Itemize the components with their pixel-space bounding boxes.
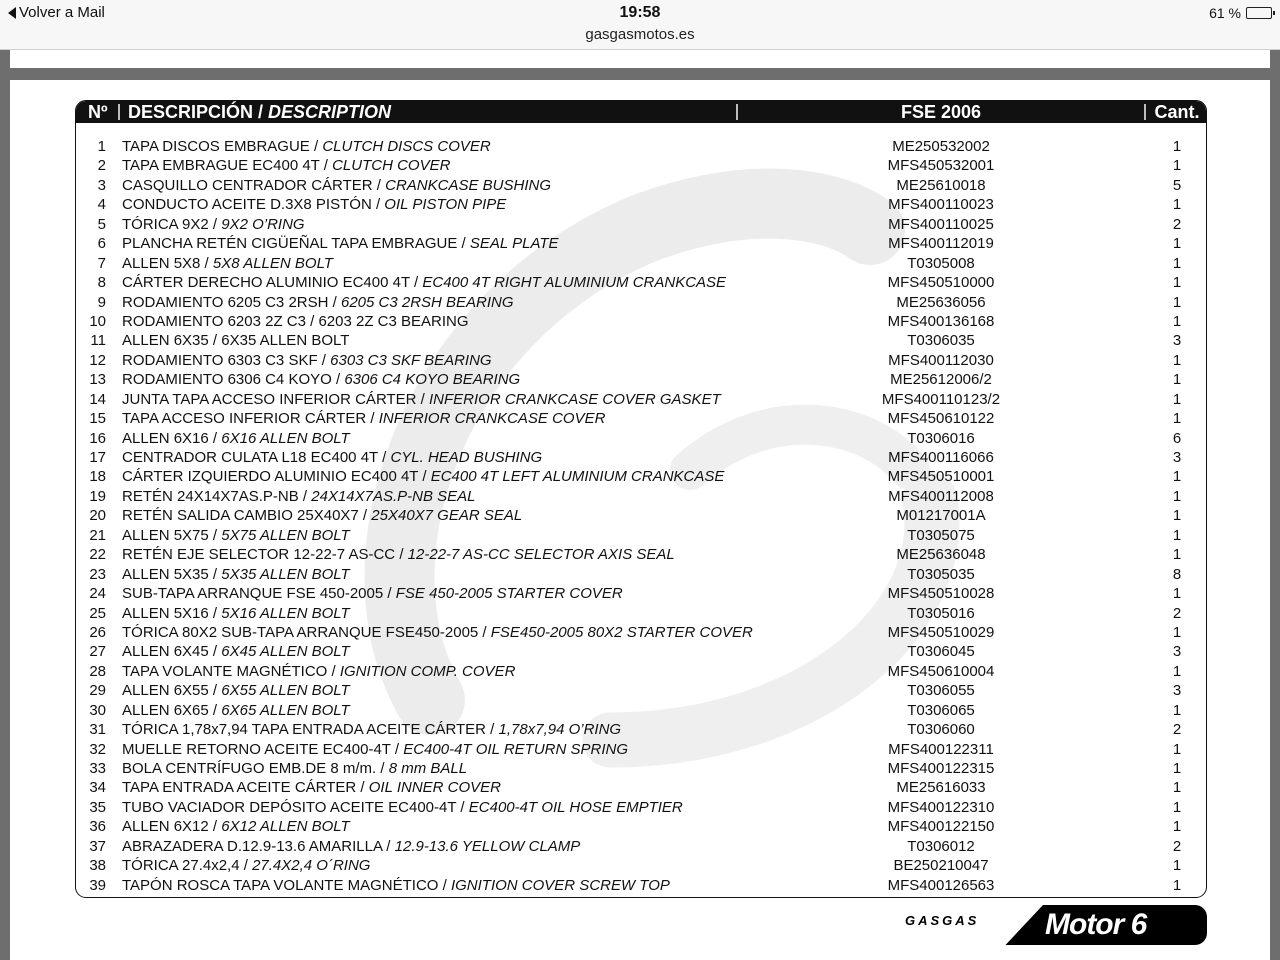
row-desc-es: JUNTA TAPA ACCESO INFERIOR CÁRTER bbox=[122, 390, 417, 408]
row-description: TAPA DISCOS EMBRAGUE / CLUTCH DISCS COVER bbox=[122, 138, 491, 155]
row-desc-en: 1,78x7,94 O’RING bbox=[498, 721, 622, 739]
row-quantity: 1 bbox=[1172, 526, 1182, 544]
row-part-code: T0306060 bbox=[907, 721, 975, 739]
row-number: 25 bbox=[89, 604, 106, 622]
row-number: 32 bbox=[89, 740, 106, 758]
table-row bbox=[76, 604, 1206, 623]
row-part-code: MFS400122310 bbox=[887, 798, 995, 816]
row-number: 21 bbox=[89, 526, 106, 544]
table-row bbox=[76, 312, 1206, 331]
row-quantity: 3 bbox=[1172, 682, 1182, 700]
status-bar bbox=[0, 0, 1280, 50]
table-row bbox=[76, 701, 1206, 720]
row-number: 26 bbox=[89, 623, 106, 641]
row-desc-en: EC400-4T OIL HOSE EMPTIER bbox=[468, 798, 683, 816]
row-desc-en: EC400 4T RIGHT ALUMINIUM CRANKCASE bbox=[422, 274, 727, 292]
gasgas-motor6-logo bbox=[893, 905, 1207, 945]
battery-indicator bbox=[1209, 5, 1272, 21]
header-desc-sep: / bbox=[253, 102, 269, 122]
row-desc-es: CENTRADOR CULATA L18 EC400 4T bbox=[122, 449, 378, 466]
row-number: 14 bbox=[89, 390, 106, 408]
row-desc-en: 24X14X7AS.P-NB SEAL bbox=[311, 487, 476, 505]
row-quantity: 1 bbox=[1172, 798, 1182, 816]
logo-product: Motor 6 bbox=[1045, 908, 1147, 941]
table-row bbox=[76, 778, 1206, 797]
row-description: TAPA EMBRAGUE EC400 4T / CLUTCH COVER bbox=[122, 157, 451, 175]
battery-icon bbox=[1246, 7, 1272, 19]
row-description: PLANCHA RETÉN CIGÜEÑAL TAPA EMBRAGUE / SEAL PLATE bbox=[122, 235, 559, 253]
row-desc-en: 6X35 ALLEN BOLT bbox=[221, 332, 350, 350]
row-number: 7 bbox=[97, 254, 106, 272]
table-row bbox=[76, 215, 1206, 234]
table-row bbox=[76, 467, 1206, 486]
previous-page-edge bbox=[10, 50, 1270, 68]
row-part-code: MFS400122315 bbox=[887, 760, 995, 777]
header-desc-es: DESCRIPCIÓN bbox=[128, 102, 254, 122]
row-part-code: MFS400110025 bbox=[888, 215, 994, 233]
row-quantity: 1 bbox=[1172, 293, 1182, 311]
row-quantity: 1 bbox=[1172, 312, 1182, 330]
row-desc-es: SUB-TAPA ARRANQUE FSE 450-2005 bbox=[122, 585, 384, 603]
row-description: CASQUILLO CENTRADOR CÁRTER / CRANKCASE BUSHING bbox=[122, 176, 551, 194]
row-desc-es: ALLEN 6X12 bbox=[122, 818, 209, 836]
table-row bbox=[76, 390, 1206, 409]
row-desc-es: RODAMIENTO 6205 C3 2RSH bbox=[122, 293, 329, 311]
table-row bbox=[76, 837, 1206, 856]
row-description: TAPÓN ROSCA TAPA VOLANTE MAGNÉTICO / IGNITION COVER SCREW TOP bbox=[122, 876, 670, 894]
row-desc-es: ALLEN 6X45 bbox=[122, 643, 209, 661]
row-desc-es: TAPA ACCESO INFERIOR CÁRTER bbox=[122, 410, 367, 428]
header-qty: Cant. bbox=[1154, 102, 1200, 122]
row-desc-en: 9X2 O’RING bbox=[221, 215, 305, 233]
row-number: 19 bbox=[89, 487, 106, 505]
row-quantity: 1 bbox=[1172, 546, 1182, 564]
row-quantity: 1 bbox=[1172, 138, 1182, 155]
row-number: 6 bbox=[97, 235, 106, 253]
row-quantity: 2 bbox=[1172, 604, 1182, 622]
table-row bbox=[76, 293, 1206, 312]
table-row bbox=[76, 429, 1206, 448]
row-desc-en: INFERIOR CRANKCASE COVER GASKET bbox=[429, 390, 721, 408]
row-desc-en: EC400 4T LEFT ALUMINIUM CRANKCASE bbox=[430, 468, 725, 486]
row-quantity: 1 bbox=[1172, 487, 1182, 505]
row-part-code: MFS450510029 bbox=[887, 623, 995, 641]
row-description: ALLEN 6X16 / 6X16 ALLEN BOLT bbox=[122, 429, 350, 447]
row-desc-en: CLUTCH DISCS COVER bbox=[322, 138, 491, 155]
row-description: ALLEN 6X65 / 6X65 ALLEN BOLT bbox=[122, 701, 350, 719]
row-quantity: 1 bbox=[1172, 740, 1182, 758]
row-part-code: MFS400126563 bbox=[887, 876, 995, 894]
row-desc-es: BOLA CENTRÍFUGO EMB.DE 8 m/m. bbox=[122, 760, 377, 777]
row-quantity: 1 bbox=[1172, 623, 1182, 641]
back-label: Volver a Mail bbox=[19, 4, 105, 21]
table-row bbox=[76, 798, 1206, 817]
row-desc-es: RODAMIENTO 6303 C3 SKF bbox=[122, 351, 318, 369]
row-number: 9 bbox=[97, 293, 106, 311]
row-part-code: T0306065 bbox=[907, 701, 975, 719]
row-part-code: MFS400112030 bbox=[888, 351, 994, 369]
row-part-code: T0306012 bbox=[907, 837, 975, 855]
header-description bbox=[118, 104, 391, 120]
row-desc-es: TÓRICA 9X2 bbox=[122, 215, 209, 233]
row-part-code: M01217001A bbox=[896, 507, 986, 525]
row-desc-en: 6X65 ALLEN BOLT bbox=[221, 701, 350, 719]
header-num: Nº bbox=[88, 102, 108, 122]
row-number: 17 bbox=[89, 449, 106, 466]
row-quantity: 1 bbox=[1172, 876, 1182, 894]
row-number: 38 bbox=[89, 857, 106, 875]
row-number: 31 bbox=[89, 721, 106, 739]
row-number: 30 bbox=[89, 701, 106, 719]
row-desc-es: PLANCHA RETÉN CIGÜEÑAL TAPA EMBRAGUE bbox=[122, 235, 458, 253]
row-description: CÁRTER DERECHO ALUMINIO EC400 4T / EC400 4T RIGHT ALUMINIUM CRANKCASE bbox=[122, 274, 727, 292]
row-part-code: BE250210047 bbox=[893, 857, 989, 875]
row-part-code: MFS400116066 bbox=[888, 449, 994, 466]
row-description: ALLEN 5X35 / 5X35 ALLEN BOLT bbox=[122, 565, 350, 583]
row-description: RETÉN 24X14X7AS.P-NB / 24X14X7AS.P-NB SEAL bbox=[122, 487, 476, 505]
row-description: ABRAZADERA D.12.9-13.6 AMARILLA / 12.9-13.6 YELLOW CLAMP bbox=[122, 837, 581, 855]
table-row bbox=[76, 623, 1206, 642]
row-quantity: 8 bbox=[1172, 565, 1182, 583]
row-description: JUNTA TAPA ACCESO INFERIOR CÁRTER / INFERIOR CRANKCASE COVER GASKET bbox=[122, 390, 721, 408]
row-number: 27 bbox=[89, 643, 106, 661]
table-row bbox=[76, 409, 1206, 428]
row-part-code: ME25616033 bbox=[896, 779, 986, 797]
row-quantity: 1 bbox=[1172, 196, 1182, 214]
row-description: TÓRICA 9X2 / 9X2 O’RING bbox=[122, 215, 305, 233]
row-number: 11 bbox=[90, 332, 106, 350]
row-desc-en: 25X40X7 GEAR SEAL bbox=[371, 507, 523, 525]
row-number: 13 bbox=[89, 371, 106, 389]
table-row bbox=[76, 759, 1206, 778]
row-part-code: T0306035 bbox=[907, 332, 975, 350]
row-part-code: ME25610018 bbox=[896, 176, 986, 194]
row-description: TUBO VACIADOR DEPÓSITO ACEITE EC400-4T / EC400-4T OIL HOSE EMPTIER bbox=[122, 798, 683, 816]
row-number: 37 bbox=[89, 837, 106, 855]
table-row bbox=[76, 234, 1206, 253]
row-desc-en: 8 mm BALL bbox=[388, 760, 468, 777]
row-quantity: 1 bbox=[1172, 701, 1182, 719]
table-row bbox=[76, 642, 1206, 661]
row-part-code: MFS400110123/2 bbox=[881, 390, 1001, 408]
row-desc-es: RETÉN EJE SELECTOR 12-22-7 AS-CC bbox=[122, 546, 396, 564]
row-description: RODAMIENTO 6205 C3 2RSH / 6205 C3 2RSH BEARING bbox=[122, 293, 514, 311]
row-desc-en: CYL. HEAD BUSHING bbox=[390, 449, 543, 466]
row-number: 8 bbox=[97, 274, 106, 292]
row-number: 3 bbox=[97, 176, 106, 194]
row-desc-es: MUELLE RETORNO ACEITE EC400-4T bbox=[122, 740, 391, 758]
row-desc-es: TAPA DISCOS EMBRAGUE bbox=[122, 138, 310, 155]
row-description: TÓRICA 27.4x2,4 / 27.4X2,4 O´RING bbox=[122, 857, 371, 875]
clock: 19:58 bbox=[619, 4, 661, 21]
row-description: RETÉN SALIDA CAMBIO 25X40X7 / 25X40X7 GEAR SEAL bbox=[122, 507, 523, 525]
row-number: 24 bbox=[89, 585, 106, 603]
row-desc-en: SEAL PLATE bbox=[469, 235, 559, 253]
row-desc-es: RETÉN 24X14X7AS.P-NB bbox=[122, 487, 299, 505]
row-quantity: 1 bbox=[1172, 371, 1182, 389]
row-description: ALLEN 5X16 / 5X16 ALLEN BOLT bbox=[122, 604, 350, 622]
row-part-code: MFS400112008 bbox=[888, 487, 994, 505]
row-desc-en: INFERIOR CRANKCASE COVER bbox=[378, 410, 606, 428]
table-row bbox=[76, 506, 1206, 525]
row-part-code: MFS400136168 bbox=[887, 312, 995, 330]
row-quantity: 3 bbox=[1172, 449, 1182, 466]
row-part-code: ME25636056 bbox=[896, 293, 986, 311]
row-number: 4 bbox=[97, 196, 106, 214]
row-desc-es: TAPÓN ROSCA TAPA VOLANTE MAGNÉTICO bbox=[122, 876, 439, 894]
table-row bbox=[76, 681, 1206, 700]
row-quantity: 1 bbox=[1172, 585, 1182, 603]
row-desc-en: 6X45 ALLEN BOLT bbox=[221, 643, 350, 661]
row-quantity: 3 bbox=[1172, 332, 1182, 350]
table-row bbox=[76, 545, 1206, 564]
row-description: RODAMIENTO 6306 C4 KOYO / 6306 C4 KOYO BEARING bbox=[122, 371, 521, 389]
row-desc-es: ALLEN 6X65 bbox=[122, 701, 209, 719]
row-part-code: MFS400112019 bbox=[888, 235, 994, 253]
table-row bbox=[76, 740, 1206, 759]
row-desc-en: 6X16 ALLEN BOLT bbox=[221, 429, 350, 447]
row-quantity: 1 bbox=[1172, 818, 1182, 836]
table-row bbox=[76, 817, 1206, 836]
row-desc-es: ALLEN 6X55 bbox=[122, 682, 209, 700]
row-number: 34 bbox=[89, 779, 106, 797]
row-desc-es: ALLEN 6X35 bbox=[122, 332, 209, 350]
row-part-code: MFS450510001 bbox=[887, 468, 995, 486]
row-description: CÁRTER IZQUIERDO ALUMINIO EC400 4T / EC400 4T LEFT ALUMINIUM CRANKCASE bbox=[122, 468, 725, 486]
row-number: 5 bbox=[97, 215, 106, 233]
row-desc-en: FSE450-2005 80X2 STARTER COVER bbox=[490, 623, 753, 641]
row-description: RODAMIENTO 6203 2Z C3 / 6203 2Z C3 BEARING bbox=[122, 312, 469, 330]
row-quantity: 1 bbox=[1172, 157, 1182, 175]
row-number: 20 bbox=[89, 507, 106, 525]
header-code: FSE 2006 bbox=[900, 102, 982, 122]
table-header bbox=[76, 101, 1206, 123]
table-row bbox=[76, 137, 1206, 156]
row-part-code: T0305035 bbox=[907, 565, 975, 583]
row-description: ALLEN 6X12 / 6X12 ALLEN BOLT bbox=[122, 818, 350, 836]
table-row bbox=[76, 856, 1206, 875]
row-quantity: 1 bbox=[1172, 507, 1182, 525]
row-desc-en: CLUTCH COVER bbox=[332, 157, 451, 175]
row-desc-en: 27.4X2,4 O´RING bbox=[252, 857, 371, 875]
row-quantity: 1 bbox=[1172, 390, 1182, 408]
row-part-code: ME25612006/2 bbox=[890, 371, 992, 389]
row-part-code: T0306016 bbox=[907, 429, 975, 447]
row-desc-en: 6X12 ALLEN BOLT bbox=[221, 818, 350, 836]
row-desc-es: CASQUILLO CENTRADOR CÁRTER bbox=[122, 176, 373, 194]
row-desc-en: EC400-4T OIL RETURN SPRING bbox=[403, 740, 628, 758]
row-part-code: ME250532002 bbox=[892, 138, 990, 155]
row-desc-en: FSE 450-2005 STARTER COVER bbox=[395, 585, 623, 603]
row-quantity: 1 bbox=[1172, 760, 1182, 777]
row-description: RETÉN EJE SELECTOR 12-22-7 AS-CC / 12-22-7 AS-CC SELECTOR AXIS SEAL bbox=[122, 546, 675, 564]
row-quantity: 1 bbox=[1172, 254, 1182, 272]
header-desc-en: DESCRIPTION bbox=[268, 102, 392, 122]
row-quantity: 1 bbox=[1172, 274, 1182, 292]
row-number: 36 bbox=[89, 818, 106, 836]
row-quantity: 6 bbox=[1172, 429, 1182, 447]
row-description: TÓRICA 1,78x7,94 TAPA ENTRADA ACEITE CÁRTER / 1,78x7,94 O’RING bbox=[122, 721, 622, 739]
row-description: BOLA CENTRÍFUGO EMB.DE 8 m/m. / 8 mm BALL bbox=[122, 760, 468, 777]
row-desc-en: IGNITION COVER SCREW TOP bbox=[450, 876, 670, 894]
row-number: 1 bbox=[97, 138, 106, 155]
row-quantity: 3 bbox=[1172, 643, 1182, 661]
row-desc-en: 6205 C3 2RSH BEARING bbox=[340, 293, 514, 311]
row-part-code: T0305075 bbox=[907, 526, 975, 544]
row-desc-en: 6303 C3 SKF BEARING bbox=[330, 351, 492, 369]
row-number: 29 bbox=[89, 682, 106, 700]
table-row bbox=[76, 273, 1206, 292]
row-desc-es: CÁRTER IZQUIERDO ALUMINIO EC400 4T bbox=[122, 468, 419, 486]
table-row bbox=[76, 370, 1206, 389]
row-description: ALLEN 6X45 / 6X45 ALLEN BOLT bbox=[122, 643, 350, 661]
table-row bbox=[76, 565, 1206, 584]
row-quantity: 1 bbox=[1172, 235, 1182, 253]
row-quantity: 2 bbox=[1172, 215, 1182, 233]
row-desc-es: ALLEN 5X75 bbox=[122, 526, 209, 544]
table-body bbox=[76, 137, 1206, 895]
row-part-code: T0306055 bbox=[907, 682, 975, 700]
row-desc-es: TÓRICA 1,78x7,94 TAPA ENTRADA ACEITE CÁRTER bbox=[122, 721, 487, 739]
row-desc-es: RETÉN SALIDA CAMBIO 25X40X7 bbox=[122, 507, 359, 525]
table-row bbox=[76, 176, 1206, 195]
row-description: ALLEN 5X8 / 5X8 ALLEN BOLT bbox=[122, 254, 333, 272]
row-description: ALLEN 6X55 / 6X55 ALLEN BOLT bbox=[122, 682, 350, 700]
row-number: 35 bbox=[89, 798, 106, 816]
row-description: SUB-TAPA ARRANQUE FSE 450-2005 / FSE 450-2005 STARTER COVER bbox=[122, 585, 623, 603]
row-quantity: 1 bbox=[1172, 468, 1182, 486]
parts-table bbox=[75, 100, 1207, 898]
row-part-code: MFS450510000 bbox=[887, 274, 995, 292]
row-desc-en: 12.9-13.6 YELLOW CLAMP bbox=[394, 837, 581, 855]
row-desc-es: CONDUCTO ACEITE D.3X8 PISTÓN bbox=[122, 196, 372, 214]
table-row bbox=[76, 584, 1206, 603]
table-row bbox=[76, 876, 1206, 895]
row-quantity: 2 bbox=[1172, 837, 1182, 855]
document-page bbox=[10, 80, 1270, 960]
row-number: 18 bbox=[89, 468, 106, 486]
row-quantity: 1 bbox=[1172, 857, 1182, 875]
row-part-code: MFS450532001 bbox=[887, 157, 995, 175]
row-description: TÓRICA 80X2 SUB-TAPA ARRANQUE FSE450-2005 / FSE450-2005 80X2 STARTER COVER bbox=[122, 623, 753, 641]
table-row bbox=[76, 195, 1206, 214]
row-desc-en: 6X55 ALLEN BOLT bbox=[221, 682, 350, 700]
row-part-code: MFS400122150 bbox=[887, 818, 995, 836]
table-row bbox=[76, 351, 1206, 370]
row-part-code: MFS450610122 bbox=[887, 410, 995, 428]
row-number: 12 bbox=[89, 351, 106, 369]
row-desc-es: TAPA ENTRADA ACEITE CÁRTER bbox=[122, 779, 357, 797]
table-row bbox=[76, 526, 1206, 545]
row-desc-es: ALLEN 5X8 bbox=[122, 254, 201, 272]
row-desc-en: 5X35 ALLEN BOLT bbox=[221, 565, 350, 583]
battery-percent: 61 % bbox=[1209, 5, 1241, 21]
row-desc-es: TÓRICA 27.4x2,4 bbox=[122, 857, 240, 875]
row-desc-en: 5X8 ALLEN BOLT bbox=[212, 254, 333, 272]
row-desc-es: TÓRICA 80X2 SUB-TAPA ARRANQUE FSE450-2005 bbox=[122, 623, 479, 641]
row-description: MUELLE RETORNO ACEITE EC400-4T / EC400-4T OIL RETURN SPRING bbox=[122, 740, 628, 758]
row-description: CENTRADOR CULATA L18 EC400 4T / CYL. HEAD BUSHING bbox=[122, 449, 543, 466]
row-number: 28 bbox=[89, 662, 106, 680]
row-quantity: 5 bbox=[1172, 176, 1182, 194]
table-row bbox=[76, 720, 1206, 739]
row-desc-es: RODAMIENTO 6203 2Z C3 bbox=[122, 312, 306, 330]
row-desc-es: ALLEN 5X35 bbox=[122, 565, 209, 583]
row-description: ALLEN 5X75 / 5X75 ALLEN BOLT bbox=[122, 526, 350, 544]
row-description: RODAMIENTO 6303 C3 SKF / 6303 C3 SKF BEARING bbox=[122, 351, 492, 369]
row-number: 16 bbox=[89, 429, 106, 447]
row-desc-es: TUBO VACIADOR DEPÓSITO ACEITE EC400-4T bbox=[122, 798, 457, 816]
row-description: CONDUCTO ACEITE D.3X8 PISTÓN / OIL PISTON PIPE bbox=[122, 196, 507, 214]
row-desc-es: ABRAZADERA D.12.9-13.6 AMARILLA bbox=[122, 837, 383, 855]
row-part-code: T0306045 bbox=[907, 643, 975, 661]
row-desc-en: 5X75 ALLEN BOLT bbox=[221, 526, 350, 544]
row-number: 23 bbox=[89, 565, 106, 583]
row-desc-en: CRANKCASE BUSHING bbox=[385, 176, 551, 194]
row-description: ALLEN 6X35 / 6X35 ALLEN BOLT bbox=[122, 332, 350, 350]
row-desc-en: OIL PISTON PIPE bbox=[384, 196, 507, 214]
row-quantity: 1 bbox=[1172, 351, 1182, 369]
row-part-code: T0305016 bbox=[907, 604, 975, 622]
row-number: 33 bbox=[89, 760, 106, 777]
row-desc-es: CÁRTER DERECHO ALUMINIO EC400 4T bbox=[122, 274, 410, 292]
row-part-code: T0305008 bbox=[907, 254, 975, 272]
row-desc-es: TAPA VOLANTE MAGNÉTICO bbox=[122, 662, 328, 680]
row-description: TAPA ACCESO INFERIOR CÁRTER / INFERIOR CRANKCASE COVER bbox=[122, 410, 606, 428]
row-desc-en: 5X16 ALLEN BOLT bbox=[221, 604, 350, 622]
row-part-code: MFS450610004 bbox=[887, 662, 995, 680]
row-desc-en: IGNITION COMP. COVER bbox=[339, 662, 516, 680]
row-desc-es: RODAMIENTO 6306 C4 KOYO bbox=[122, 371, 332, 389]
table-row bbox=[76, 331, 1206, 350]
row-part-code: MFS450510028 bbox=[887, 585, 995, 603]
row-quantity: 2 bbox=[1172, 721, 1182, 739]
row-description: TAPA ENTRADA ACEITE CÁRTER / OIL INNER COVER bbox=[122, 779, 502, 797]
row-description: TAPA VOLANTE MAGNÉTICO / IGNITION COMP. COVER bbox=[122, 662, 516, 680]
row-quantity: 1 bbox=[1172, 779, 1182, 797]
table-row bbox=[76, 448, 1206, 467]
address-domain[interactable]: gasgasmotos.es bbox=[585, 26, 695, 43]
row-desc-en: OIL INNER COVER bbox=[368, 779, 502, 797]
row-desc-en: 6306 C4 KOYO BEARING bbox=[344, 371, 521, 389]
row-number: 2 bbox=[97, 157, 106, 175]
row-number: 39 bbox=[89, 876, 106, 894]
row-number: 15 bbox=[89, 410, 106, 428]
row-quantity: 1 bbox=[1172, 662, 1182, 680]
row-desc-es: TAPA EMBRAGUE EC400 4T bbox=[122, 157, 320, 175]
row-desc-en: 12-22-7 AS-CC SELECTOR AXIS SEAL bbox=[407, 546, 675, 564]
row-part-code: MFS400122311 bbox=[888, 740, 994, 758]
table-row bbox=[76, 662, 1206, 681]
row-number: 10 bbox=[89, 312, 106, 330]
row-quantity: 1 bbox=[1172, 410, 1182, 428]
table-row bbox=[76, 254, 1206, 273]
row-desc-es: ALLEN 5X16 bbox=[122, 604, 209, 622]
table-row bbox=[76, 156, 1206, 175]
row-desc-es: ALLEN 6X16 bbox=[122, 429, 209, 447]
row-part-code: MFS400110023 bbox=[888, 196, 994, 214]
table-row bbox=[76, 487, 1206, 506]
logo-brand: GASGAS bbox=[905, 913, 980, 928]
row-desc-en: 6203 2Z C3 BEARING bbox=[318, 312, 469, 330]
row-part-code: ME25636048 bbox=[896, 546, 986, 564]
row-number: 22 bbox=[89, 546, 106, 564]
